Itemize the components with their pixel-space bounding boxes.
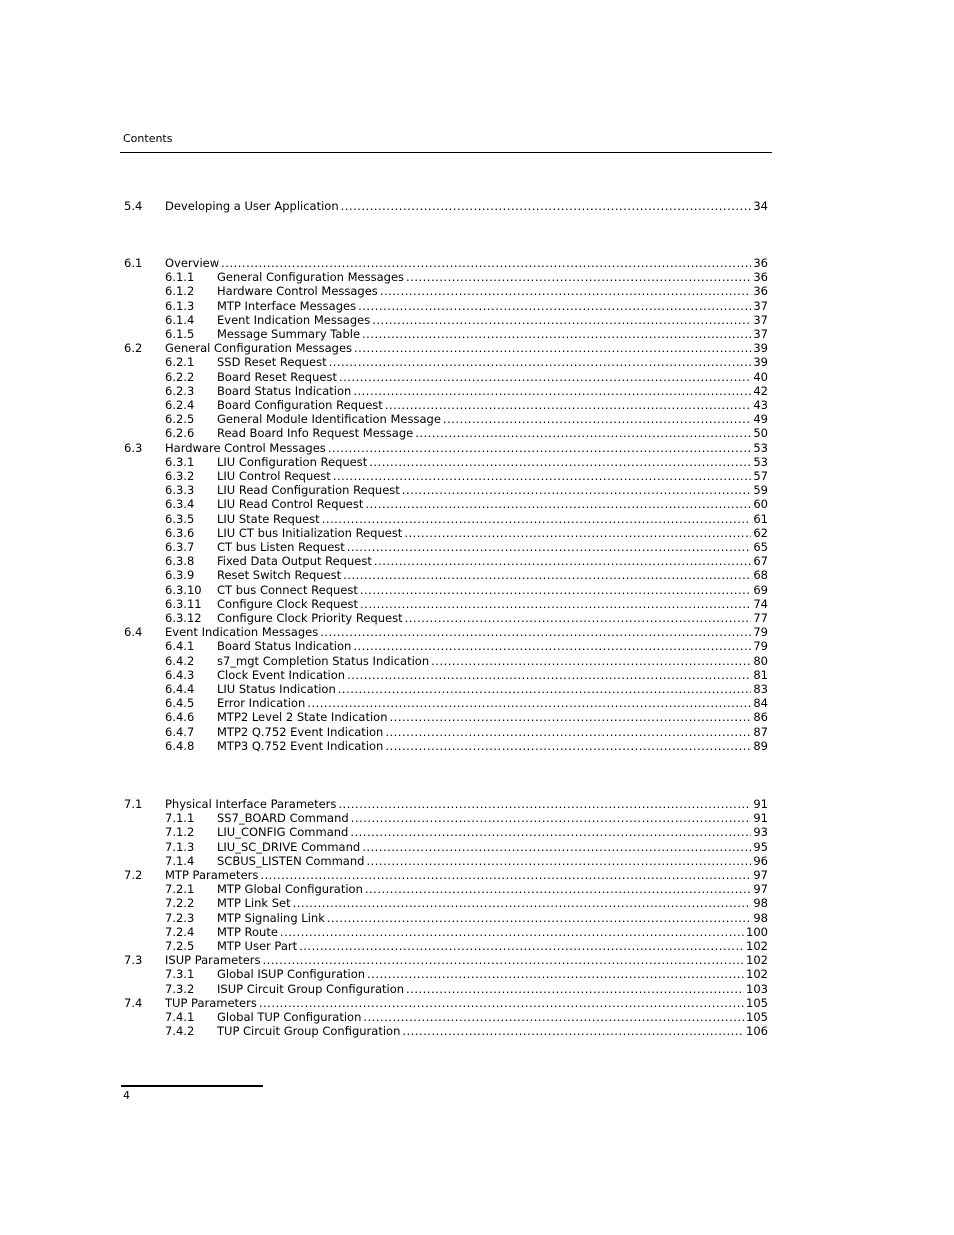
dot-leader <box>385 739 751 753</box>
dot-leader <box>443 412 751 426</box>
dot-leader <box>333 469 752 483</box>
toc-entry-title: SCBUS_LISTEN Command <box>217 853 365 868</box>
dot-leader <box>372 313 751 327</box>
toc-entry[interactable] <box>0 840 954 854</box>
toc-entry[interactable] <box>0 469 954 483</box>
toc-entry-page: 39 <box>753 341 768 356</box>
toc-entry[interactable] <box>0 825 954 839</box>
toc-entry[interactable] <box>0 313 954 327</box>
toc-entry[interactable] <box>0 299 954 313</box>
toc-entry-number: 6.4.3 <box>165 667 195 682</box>
toc-entry-number: 7.4.2 <box>165 1024 195 1039</box>
toc-entry[interactable] <box>0 925 954 939</box>
toc-entry[interactable] <box>0 739 954 753</box>
toc-entry-number: 6.3.7 <box>165 540 195 554</box>
dot-leader <box>380 284 752 298</box>
toc-entry-title: TUP Circuit Group Configuration <box>217 1024 401 1039</box>
toc-entry[interactable] <box>0 284 954 298</box>
toc-entry-page: 105 <box>746 1010 768 1024</box>
toc-entry-page: 36 <box>753 270 768 285</box>
toc-entry-number: 7.4.1 <box>165 1010 195 1024</box>
dot-leader <box>353 639 751 653</box>
toc-entry[interactable] <box>0 710 954 724</box>
toc-entry-title: CT bus Connect Request <box>217 582 358 597</box>
toc-entry-title: Clock Event Indication <box>217 667 346 682</box>
toc-entry-number: 6.1.1 <box>165 270 195 285</box>
toc-entry[interactable] <box>0 554 954 568</box>
toc-entry[interactable] <box>0 639 954 653</box>
dot-leader <box>365 882 751 896</box>
toc-entry[interactable] <box>0 953 954 967</box>
page-number: 4 <box>123 1089 130 1102</box>
toc-entry-page: 105 <box>746 995 768 1010</box>
toc-entry-number: 7.3.1 <box>165 967 195 982</box>
toc-entry-page: 80 <box>753 653 768 668</box>
dot-leader <box>307 696 751 710</box>
dot-leader <box>365 497 751 511</box>
toc-entry-page: 50 <box>753 426 768 441</box>
footer-divider <box>121 1085 263 1087</box>
toc-entry[interactable] <box>0 854 954 868</box>
toc-entry-title: Configure Clock Request <box>217 596 359 611</box>
toc-entry-number: 7.1 <box>124 797 143 811</box>
toc-entry-page: 98 <box>753 910 768 925</box>
toc-entry-number: 6.2.2 <box>165 369 195 384</box>
dot-leader <box>406 270 751 284</box>
toc-entry-page: 102 <box>746 967 768 982</box>
toc-entry-title: MTP Link Set <box>217 896 291 911</box>
toc-entry-number: 6.4.7 <box>165 724 195 739</box>
dot-leader <box>354 341 751 355</box>
toc-entry[interactable] <box>0 1010 954 1024</box>
dot-leader <box>263 953 745 967</box>
toc-entry[interactable] <box>0 597 954 611</box>
toc-entry-title: General Module Identification Message <box>217 412 441 427</box>
dot-leader <box>339 370 751 384</box>
toc-entry[interactable] <box>0 256 954 270</box>
dot-leader <box>385 725 751 739</box>
toc-entry[interactable] <box>0 398 954 412</box>
toc-entry-number: 6.3 <box>124 440 143 455</box>
toc-entry-number: 6.4.1 <box>165 639 195 654</box>
toc-entry-number: 7.2 <box>124 868 143 882</box>
dot-leader <box>341 199 752 213</box>
toc-entry[interactable] <box>0 583 954 597</box>
toc-entry-number: 7.3 <box>124 953 143 968</box>
toc-entry-number: 6.1.3 <box>165 298 195 313</box>
toc-entry-page: 83 <box>753 682 768 696</box>
toc-entry-page: 97 <box>753 868 768 882</box>
toc-entry-title: Event Indication Messages <box>217 312 371 327</box>
toc-entry-page: 49 <box>753 412 768 427</box>
toc-entry-number: 6.3.8 <box>165 554 195 569</box>
dot-leader <box>328 441 752 455</box>
toc-entry[interactable] <box>0 725 954 739</box>
dot-leader <box>347 668 751 682</box>
dot-leader <box>402 483 752 497</box>
toc-entry-page: 91 <box>753 797 768 811</box>
toc-entry-number: 6.3.5 <box>165 511 195 526</box>
toc-entry-title: LIU_SC_DRIVE Command <box>217 839 361 854</box>
toc-entry-title: LIU Read Configuration Request <box>217 483 400 498</box>
toc-entry-title: Reset Switch Request <box>217 568 342 583</box>
toc-entry-page: 96 <box>753 853 768 868</box>
dot-leader <box>343 568 751 582</box>
dot-leader <box>404 526 751 540</box>
dot-leader <box>293 896 752 910</box>
toc-entry-number: 6.3.11 <box>165 596 202 611</box>
toc-entry-title: MTP2 Level 2 State Indication <box>217 710 388 725</box>
toc-entry-number: 6.2.3 <box>165 383 195 398</box>
toc-entry-page: 36 <box>753 284 768 299</box>
dot-leader <box>260 868 751 882</box>
dot-leader <box>259 996 744 1010</box>
toc-entry-number: 6.1 <box>124 256 143 270</box>
toc-entry-number: 6.1.4 <box>165 312 195 327</box>
toc-entry-page: 89 <box>753 738 768 753</box>
toc-entry-page: 84 <box>753 696 768 711</box>
toc-entry-title: Board Status Indication <box>217 383 352 398</box>
toc-entry-title: Hardware Control Messages <box>165 440 326 455</box>
toc-entry[interactable] <box>0 982 954 996</box>
dot-leader <box>338 797 751 811</box>
toc-entry-title: Board Reset Request <box>217 369 337 384</box>
dot-leader <box>221 256 751 270</box>
toc-entry-number: 6.3.2 <box>165 469 195 483</box>
dot-leader <box>329 355 752 369</box>
toc-entry[interactable] <box>0 384 954 398</box>
toc-entry-page: 98 <box>753 896 768 911</box>
toc-entry[interactable] <box>0 270 954 284</box>
toc-entry-number: 7.3.2 <box>165 981 195 996</box>
dot-leader <box>360 583 751 597</box>
dot-leader <box>402 1024 744 1038</box>
toc-entry-number: 7.1.1 <box>165 811 195 826</box>
toc-entry-page: 74 <box>753 596 768 611</box>
toc-entry-page: 103 <box>746 981 768 996</box>
toc-entry-title: CT bus Listen Request <box>217 540 345 554</box>
toc-entry-title: MTP User Part <box>217 939 298 953</box>
toc-entry-page: 87 <box>753 724 768 739</box>
toc-entry-number: 6.3.6 <box>165 525 195 540</box>
toc-entry[interactable] <box>0 526 954 540</box>
dot-leader <box>366 854 751 868</box>
toc-entry-page: 95 <box>753 839 768 854</box>
toc-entry-number: 7.2.3 <box>165 910 195 925</box>
toc-entry-title: LIU State Request <box>217 511 320 526</box>
toc-entry-page: 68 <box>753 568 768 583</box>
toc-entry[interactable] <box>0 1024 954 1038</box>
toc-entry-page: 37 <box>753 298 768 313</box>
running-header: Contents <box>123 132 173 145</box>
toc-entry-number: 6.2.1 <box>165 355 195 370</box>
toc-entry-title: Physical Interface Parameters <box>165 797 337 811</box>
dot-leader <box>353 384 751 398</box>
dot-leader <box>362 840 751 854</box>
toc-entry-title: MTP Route <box>217 924 278 939</box>
toc-entry[interactable] <box>0 882 954 896</box>
toc-entry-title: s7_mgt Completion Status Indication <box>217 653 430 668</box>
toc-entry-number: 7.2.1 <box>165 882 195 897</box>
toc-entry[interactable] <box>0 455 954 469</box>
dot-leader <box>358 299 751 313</box>
toc-entry-number: 6.2.4 <box>165 398 195 412</box>
toc-entry[interactable] <box>0 668 954 682</box>
toc-entry[interactable] <box>0 512 954 526</box>
toc-entry-title: Event Indication Messages <box>165 625 319 640</box>
dot-leader <box>360 597 751 611</box>
toc-entry-page: 62 <box>753 525 768 540</box>
toc-entry[interactable] <box>0 199 954 213</box>
toc-entry-number: 6.4 <box>124 625 143 640</box>
toc-entry-page: 43 <box>753 398 768 412</box>
toc-entry-title: ISUP Parameters <box>165 953 261 968</box>
toc-entry[interactable] <box>0 797 954 811</box>
dot-leader <box>351 811 752 825</box>
toc-entry-title: MTP Interface Messages <box>217 298 357 313</box>
dot-leader <box>369 455 751 469</box>
toc-entry[interactable] <box>0 370 954 384</box>
toc-entry-number: 6.3.12 <box>165 611 202 625</box>
toc-entry-title: MTP Parameters <box>165 868 259 882</box>
toc-entry-page: 81 <box>753 667 768 682</box>
toc-entry-number: 6.1.5 <box>165 327 195 341</box>
toc-entry-number: 6.2.5 <box>165 412 195 427</box>
toc-entry-page: 100 <box>746 924 768 939</box>
dot-leader <box>385 398 752 412</box>
toc-entry[interactable] <box>0 811 954 825</box>
dot-leader <box>327 911 752 925</box>
toc-entry-title: Global ISUP Configuration <box>217 967 366 982</box>
toc-entry[interactable] <box>0 696 954 710</box>
toc-entry-number: 6.4.4 <box>165 682 195 696</box>
toc-entry[interactable] <box>0 967 954 981</box>
toc-entry-page: 61 <box>753 511 768 526</box>
dot-leader <box>299 939 744 953</box>
toc-entry-number: 6.4.6 <box>165 710 195 725</box>
toc-entry-page: 102 <box>746 953 768 968</box>
toc-entry[interactable] <box>0 497 954 511</box>
toc-entry-page: 37 <box>753 327 768 341</box>
toc-entry-title: TUP Parameters <box>165 995 257 1010</box>
dot-leader <box>390 710 752 724</box>
toc-entry-page: 102 <box>746 939 768 953</box>
toc-entry-title: Configure Clock Priority Request <box>217 611 403 625</box>
dot-leader <box>350 825 751 839</box>
toc-entry-number: 7.1.4 <box>165 853 195 868</box>
toc-entry-number: 6.3.9 <box>165 568 195 583</box>
toc-entry[interactable] <box>0 355 954 369</box>
toc-entry-title: SS7_BOARD Command <box>217 811 349 826</box>
dot-leader <box>367 967 744 981</box>
toc-entry-page: 97 <box>753 882 768 897</box>
toc-entry-title: MTP2 Q.752 Event Indication <box>217 724 384 739</box>
toc-entry[interactable] <box>0 412 954 426</box>
toc-entry-title: Global TUP Configuration <box>217 1010 362 1024</box>
dot-leader <box>374 554 751 568</box>
toc-entry-page: 69 <box>753 582 768 597</box>
toc-entry[interactable] <box>0 625 954 639</box>
toc-entry-title: LIU Configuration Request <box>217 454 368 469</box>
toc-entry-title: SSD Reset Request <box>217 355 327 370</box>
toc-entry-page: 77 <box>753 611 768 625</box>
toc-entry-page: 42 <box>753 383 768 398</box>
toc-entry-title: LIU Read Control Request <box>217 497 364 512</box>
toc-entry-number: 7.2.5 <box>165 939 195 953</box>
dot-leader <box>405 611 752 625</box>
toc-entry-title: MTP Signaling Link <box>217 910 325 925</box>
toc-entry-title: LIU_CONFIG Command <box>217 825 349 840</box>
toc-entry-page: 86 <box>753 710 768 725</box>
toc-entry-number: 7.2.4 <box>165 924 195 939</box>
toc-entry-number: 7.1.2 <box>165 825 195 840</box>
toc-entry-page: 79 <box>753 625 768 640</box>
toc-entry[interactable] <box>0 682 954 696</box>
toc-entry-page: 67 <box>753 554 768 569</box>
toc-entry[interactable] <box>0 939 954 953</box>
toc-entry-number: 6.3.1 <box>165 454 195 469</box>
toc-entry-title: Overview <box>165 256 220 270</box>
toc-entry-title: Hardware Control Messages <box>217 284 378 299</box>
toc-entry-number: 6.2.6 <box>165 426 195 441</box>
toc-entry[interactable] <box>0 327 954 341</box>
toc-entry-title: LIU Status Indication <box>217 682 336 696</box>
toc-entry[interactable] <box>0 896 954 910</box>
toc-entry-title: Message Summary Table <box>217 327 361 341</box>
toc-entry-page: 36 <box>753 256 768 270</box>
toc-entry-page: 79 <box>753 639 768 654</box>
toc-entry-page: 53 <box>753 440 768 455</box>
dot-leader <box>338 682 752 696</box>
toc-entry-title: Error Indication <box>217 696 306 711</box>
toc-entry-page: 60 <box>753 497 768 512</box>
toc-entry-page: 57 <box>753 469 768 483</box>
toc-entry[interactable] <box>0 483 954 497</box>
toc-entry[interactable] <box>0 568 954 582</box>
toc-entry-number: 6.3.4 <box>165 497 195 512</box>
toc-entry-title: MTP Global Configuration <box>217 882 363 897</box>
toc-entry-number: 6.4.8 <box>165 738 195 753</box>
toc-entry-title: MTP3 Q.752 Event Indication <box>217 738 384 753</box>
toc-entry[interactable] <box>0 341 954 355</box>
dot-leader <box>362 327 751 341</box>
toc-entry-number: 6.3.3 <box>165 483 195 498</box>
dot-leader <box>406 982 744 996</box>
toc-entry[interactable] <box>0 540 954 554</box>
toc-entry-page: 65 <box>753 540 768 554</box>
toc-entry-page: 37 <box>753 312 768 327</box>
toc-entry[interactable] <box>0 868 954 882</box>
toc-entry[interactable] <box>0 911 954 925</box>
toc-entry-title: Developing a User Application <box>165 199 339 213</box>
dot-leader <box>347 540 752 554</box>
toc-entry-page: 59 <box>753 483 768 498</box>
toc-entry-number: 6.4.5 <box>165 696 195 711</box>
toc-entry-page: 53 <box>753 454 768 469</box>
toc-entry-title: General Configuration Messages <box>165 341 353 356</box>
toc-entry[interactable] <box>0 441 954 455</box>
toc-entry-title: Board Status Indication <box>217 639 352 654</box>
toc-entry[interactable] <box>0 996 954 1010</box>
toc-entry[interactable] <box>0 426 954 440</box>
toc-entry-number: 6.3.10 <box>165 582 202 597</box>
toc-entry-number: 7.4 <box>124 995 143 1010</box>
dot-leader <box>415 426 751 440</box>
dot-leader <box>280 925 744 939</box>
dot-leader <box>322 512 752 526</box>
toc-entry-title: Read Board Info Request Message <box>217 426 414 441</box>
toc-entry-page: 34 <box>753 199 768 213</box>
toc-entry-page: 91 <box>753 811 768 826</box>
toc-entry[interactable] <box>0 611 954 625</box>
toc-entry-number: 7.2.2 <box>165 896 195 911</box>
toc-entry-number: 7.1.3 <box>165 839 195 854</box>
dot-leader <box>363 1010 744 1024</box>
dot-leader <box>320 625 751 639</box>
toc-entry-title: Fixed Data Output Request <box>217 554 372 569</box>
toc-entry-title: LIU CT bus Initialization Request <box>217 525 403 540</box>
toc-entry-title: LIU Control Request <box>217 469 331 483</box>
toc-entry-page: 40 <box>753 369 768 384</box>
toc-entry-page: 93 <box>753 825 768 840</box>
toc-entry-number: 5.4 <box>124 199 143 213</box>
header-divider <box>120 152 772 153</box>
toc-entry-title: General Configuration Messages <box>217 270 405 285</box>
toc-entry-title: Board Configuration Request <box>217 398 383 412</box>
toc-entry-title: ISUP Circuit Group Configuration <box>217 981 405 996</box>
toc-entry-number: 6.2 <box>124 341 143 356</box>
toc-entry-page: 106 <box>746 1024 768 1039</box>
toc-entry-number: 6.4.2 <box>165 653 195 668</box>
toc-entry[interactable] <box>0 654 954 668</box>
dot-leader <box>431 654 751 668</box>
toc-entry-number: 6.1.2 <box>165 284 195 299</box>
toc-entry-page: 39 <box>753 355 768 370</box>
